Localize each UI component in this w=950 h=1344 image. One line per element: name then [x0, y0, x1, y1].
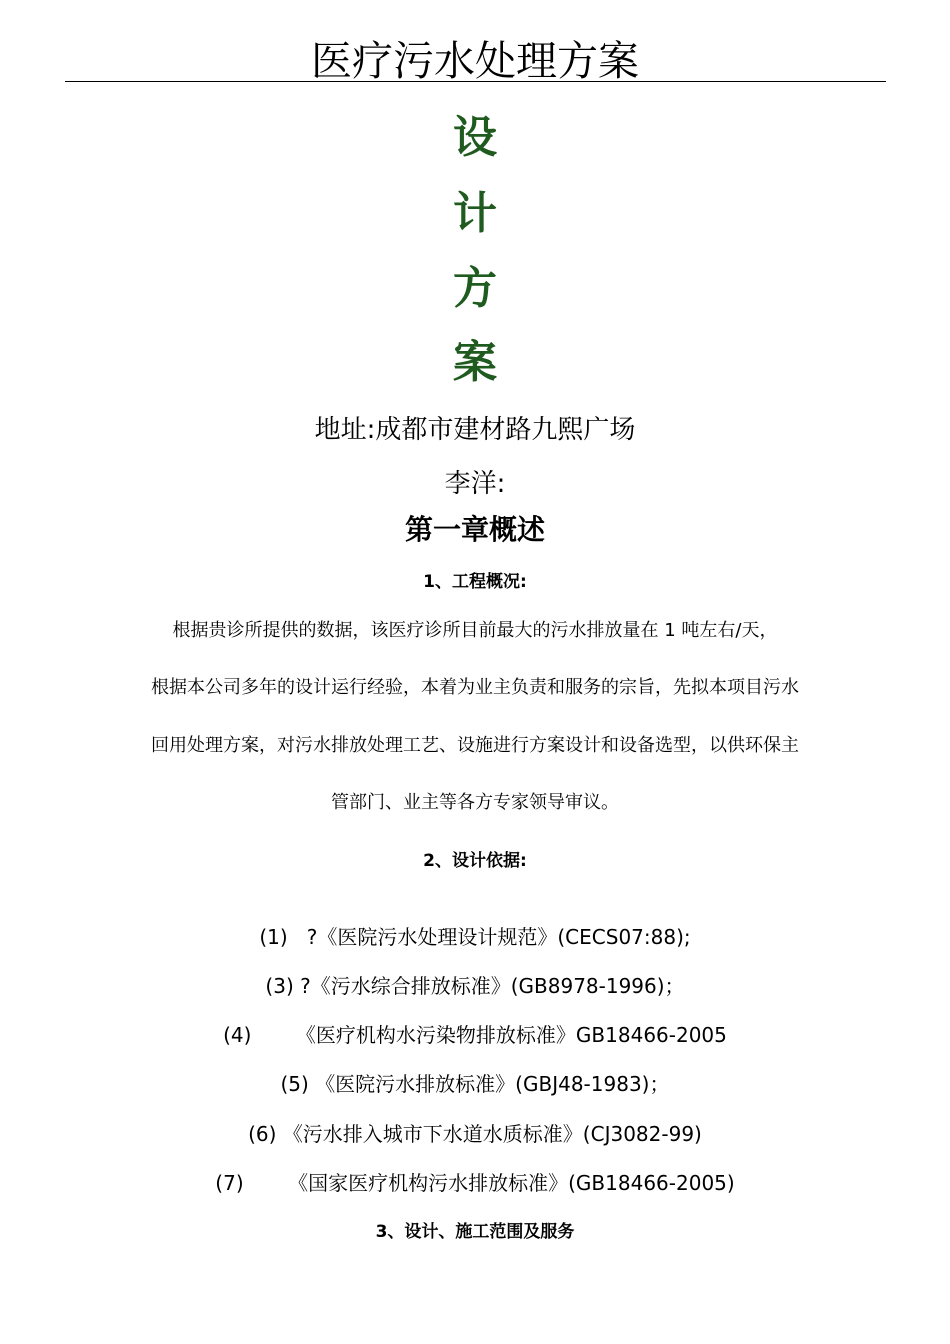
section-1-line-2: 根据本公司多年的设计运行经验，本着为业主负责和服务的宗旨，先拟本项目污水 [151, 677, 799, 698]
section-1-line-3: 回用处理方案，对污水排放处理工艺、设施进行方案设计和设备选型，以供环保主 [151, 735, 799, 756]
contact-line: 李洋: [444, 469, 506, 499]
reference-item-6: (7) 《国家医疗机构污水排放标准》(GB18466-2005) [215, 1171, 735, 1195]
reference-item-4: (5) 《医院污水排放标准》(GBJ48-1983)； [280, 1072, 670, 1096]
chapter-title: 第一章概述 [404, 513, 545, 546]
address-line: 地址:成都市建材路九熙广场 [314, 415, 636, 445]
reference-item-3: (4) 《医疗机构水污染物排放标准》GB18466-2005 [223, 1023, 727, 1047]
section-1-line-1: 根据贵诊所提供的数据，该医疗诊所目前最大的污水排放量在 1 吨左右/天， [172, 620, 778, 641]
cover-char-4: 案 [453, 337, 497, 388]
reference-item-5: (6) 《污水排入城市下水道水质标准》(CJ3082-99) [248, 1122, 702, 1146]
section-1-line-4: 管部门、业主等各方专家领导审议。 [331, 792, 619, 813]
cover-char-2: 计 [453, 188, 497, 239]
section-2-heading: 2、设计依据: [423, 851, 527, 871]
reference-item-2: (3) ?《污水综合排放标准》(GB8978-1996)； [265, 974, 685, 998]
reference-item-1: (1) ?《医院污水处理设计规范》(CECS07:88); [259, 925, 691, 949]
header-title: 医疗污水处理方案 [311, 37, 639, 85]
section-3-heading: 3、设计、施工范围及服务 [375, 1222, 575, 1242]
header-divider [65, 81, 886, 82]
cover-char-1: 设 [453, 112, 497, 163]
section-1-heading: 1、工程概况: [423, 572, 527, 592]
cover-char-3: 方 [453, 263, 497, 314]
